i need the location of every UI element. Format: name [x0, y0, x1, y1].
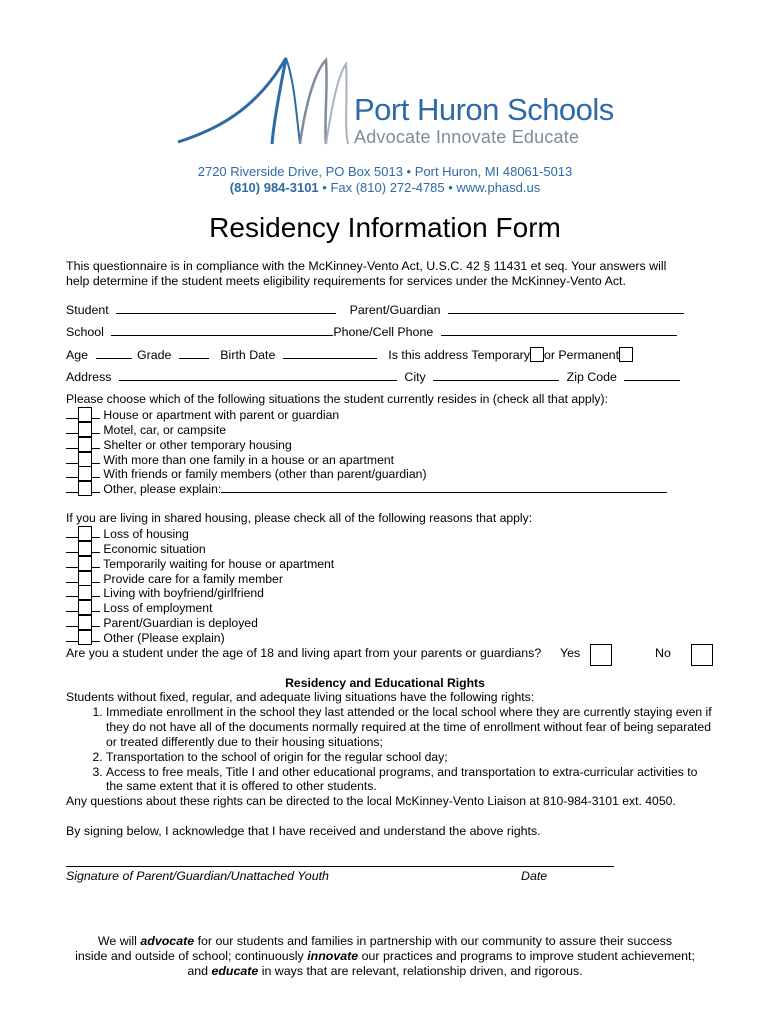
yes-label: Yes	[560, 646, 581, 660]
list-item: With more than one family in a house or an apartment	[66, 452, 667, 467]
situation-checkbox[interactable]	[78, 407, 92, 422]
address-line: 2720 Riverside Drive, PO Box 5013 • Port Huron, MI 48061-5013	[197, 164, 573, 179]
list-item: Other, please explain:	[66, 481, 667, 496]
city-label: City	[404, 370, 426, 384]
logo-mark-icon	[176, 50, 366, 150]
page-title: Residency Information Form	[209, 212, 561, 243]
list-item: With friends or family members (other than parent/guardian)	[66, 466, 667, 481]
list-item: 3. Access to free meals, Title I and other educational programs, and transportation to extra-curricular activities to the same extent that it is offered to other students.	[106, 765, 716, 795]
birth-date-field[interactable]	[283, 348, 377, 359]
reason-checkbox[interactable]	[78, 541, 92, 556]
permanent-checkbox[interactable]	[619, 347, 633, 362]
mission-statement: We will advocate for our students and families in partnership with our community to assure their success inside and outside of school; continuously innovate our practices and programs to improve student achievement; and educate in ways that are relevant, relationship driven, and rigorous.	[75, 934, 695, 978]
reason-checkbox[interactable]	[78, 571, 92, 586]
list-item: Other (Please explain)	[66, 630, 532, 645]
zip-label: Zip Code	[566, 370, 617, 384]
parent-guardian-field[interactable]	[448, 303, 684, 314]
city-field[interactable]	[433, 370, 559, 381]
intro-line-1: This questionnaire is in compliance with the McKinney-Vento Act, U.S.C. 42 § 11431 et seq. Your answers will	[66, 259, 667, 273]
address-row	[66, 370, 680, 384]
birth-date-label: Birth Date	[220, 348, 276, 362]
situation-checkbox[interactable]	[78, 452, 92, 467]
shared-section	[66, 511, 532, 645]
advocate-word: advocate	[140, 934, 195, 948]
list-item: House or apartment with parent or guardian	[66, 407, 667, 422]
org-tagline: Advocate Innovate Educate	[354, 127, 580, 147]
rights-intro: Students without fixed, regular, and adequate living situations have the following rights:	[66, 690, 535, 704]
reason-checkbox[interactable]	[78, 585, 92, 600]
list-item: 1. Immediate enrollment in the school they last attended or the local school where they are currently staying even if they do not have all of the documents normally required at the time of enrollment without fear of being separated or treated differently due to their housing situations;	[106, 705, 716, 750]
shared-prompt: If you are living in shared housing, please check all of the following reasons that apply:	[66, 511, 533, 525]
no-label: No	[655, 646, 671, 660]
situation-checkbox[interactable]	[78, 466, 92, 481]
situations-prompt: Please choose which of the following situations the student currently resides in (check all that apply):	[66, 392, 608, 406]
contact-line	[0, 180, 770, 195]
situations-section	[66, 392, 667, 496]
age-row	[66, 347, 633, 362]
reason-checkbox[interactable]	[78, 526, 92, 541]
age-label: Age	[66, 348, 89, 362]
school-label: School	[66, 325, 104, 339]
reason-checkbox[interactable]	[78, 600, 92, 615]
list-item: Loss of housing	[66, 526, 532, 541]
phone-cell-label: Phone/Cell Phone	[333, 325, 434, 339]
reason-checkbox[interactable]	[78, 630, 92, 645]
acknowledge-text: By signing below, I acknowledge that I have received and understand the above rights.	[66, 824, 541, 838]
rights-heading: Residency and Educational Rights	[285, 676, 485, 690]
no-checkbox[interactable]	[691, 644, 713, 666]
date-label: Date	[521, 869, 548, 883]
rights-section	[66, 690, 716, 809]
grade-label: Grade	[136, 348, 172, 362]
reason-checkbox[interactable]	[78, 615, 92, 630]
situation-checkbox[interactable]	[78, 422, 92, 437]
school-row	[66, 325, 677, 339]
parent-guardian-label: Parent/Guardian	[349, 303, 441, 317]
yes-checkbox[interactable]	[590, 644, 612, 666]
phone-number: (810) 984-3101	[229, 180, 319, 195]
org-name: Port Huron Schools	[354, 92, 614, 127]
minor-question: Are you a student under the age of 18 and living apart from your parents or guardians?	[66, 646, 542, 660]
list-item: Loss of employment	[66, 600, 532, 615]
grade-field[interactable]	[179, 348, 209, 359]
list-item: Living with boyfriend/girlfriend	[66, 585, 532, 600]
student-row	[66, 303, 684, 317]
student-label: Student	[66, 303, 109, 317]
educate-word: educate	[211, 964, 259, 978]
situation-checkbox[interactable]	[78, 481, 92, 496]
rights-questions: Any questions about these rights can be directed to the local McKinney-Vento Liaison at 810-984-3101 ext. 4050.	[66, 794, 676, 809]
list-item: Motel, car, or campsite	[66, 422, 667, 437]
list-item: Economic situation	[66, 541, 532, 556]
innovate-word: innovate	[307, 949, 359, 963]
or-permanent-label: or Permanent	[543, 348, 620, 362]
intro-line-2: help determine if the student meets eligibility requirements for services under the McKinney-Vento Act.	[66, 274, 626, 288]
temporary-checkbox[interactable]	[530, 347, 544, 362]
reason-checkbox[interactable]	[78, 556, 92, 571]
situation-checkbox[interactable]	[78, 437, 92, 452]
address-label: Address	[66, 370, 112, 384]
signature-line[interactable]	[66, 866, 614, 867]
address-field[interactable]	[119, 370, 397, 381]
address-type-label: Is this address Temporary	[388, 348, 530, 362]
list-item: Parent/Guardian is deployed	[66, 615, 532, 630]
list-item: Shelter or other temporary housing	[66, 437, 667, 452]
contact-rest: • Fax (810) 272-4785 • www.phasd.us	[318, 180, 541, 195]
list-item: Temporarily waiting for house or apartment	[66, 556, 532, 571]
age-field[interactable]	[96, 348, 132, 359]
list-item: 2. Transportation to the school of origin for the regular school day;	[106, 750, 716, 765]
list-item: Provide care for a family member	[66, 571, 532, 586]
signature-label: Signature of Parent/Guardian/Unattached Youth	[66, 869, 329, 883]
phone-cell-field[interactable]	[441, 325, 677, 336]
school-field[interactable]	[111, 325, 333, 336]
zip-field[interactable]	[624, 370, 680, 381]
other-explain-field[interactable]	[221, 482, 667, 493]
student-field[interactable]	[116, 303, 336, 314]
rights-list	[66, 705, 716, 794]
